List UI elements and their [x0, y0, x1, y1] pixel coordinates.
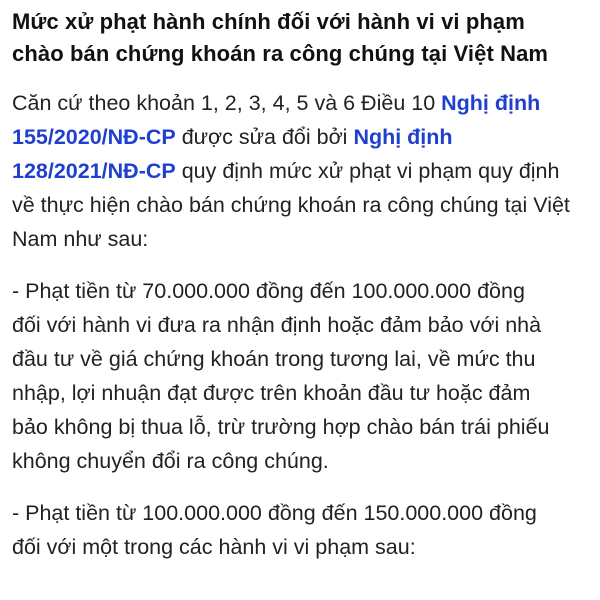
penalty-line: - Phạt tiền từ 100.000.000 đồng đến 150.000.000 đồng [12, 501, 537, 525]
penalty-line: - Phạt tiền từ 70.000.000 đồng đến 100.000.000 đồng [12, 279, 525, 303]
intro-text: được sửa đổi bởi [175, 125, 354, 149]
intro-line [12, 120, 588, 154]
article-title [12, 6, 588, 70]
title-line: chào bán chứng khoán ra công chúng tại Việt Nam [12, 41, 549, 66]
penalty-line: đối với một trong các hành vi vi phạm sau: [12, 535, 416, 559]
intro-text: quy định mức xử phạt vi phạm quy định [175, 159, 560, 183]
intro-text: Căn cứ theo khoản 1, 2, 3, 4, 5 và 6 Điều 10 [12, 91, 442, 115]
penalty-line: không chuyển đổi ra công chúng. [12, 449, 329, 473]
intro-paragraph [12, 86, 588, 256]
intro-line: Nam như sau: [12, 227, 149, 251]
decree-128-link[interactable]: 128/2021/NĐ-CP [12, 159, 176, 183]
intro-line [12, 86, 588, 120]
penalty-line: đối với hành vi đưa ra nhận định hoặc đảm bảo với nhà [12, 313, 542, 337]
penalty-item-1 [12, 274, 588, 478]
decree-155-link[interactable]: 155/2020/NĐ-CP [12, 125, 176, 149]
penalty-line: bảo không bị thua lỗ, trừ trường hợp chào bán trái phiếu [12, 415, 550, 439]
penalty-item-2 [12, 496, 588, 564]
title-line: Mức xử phạt hành chính đối với hành vi vi phạm [12, 9, 525, 34]
penalty-line: đầu tư về giá chứng khoán trong tương lai, về mức thu [12, 347, 536, 371]
decree-155-link[interactable]: Nghị định [441, 91, 541, 115]
intro-line: về thực hiện chào bán chứng khoán ra công chúng tại Việt [12, 193, 570, 217]
intro-line [12, 154, 588, 188]
penalty-line: nhập, lợi nhuận đạt được trên khoản đầu tư hoặc đảm [12, 381, 531, 405]
decree-128-link[interactable]: Nghị định [353, 125, 453, 149]
